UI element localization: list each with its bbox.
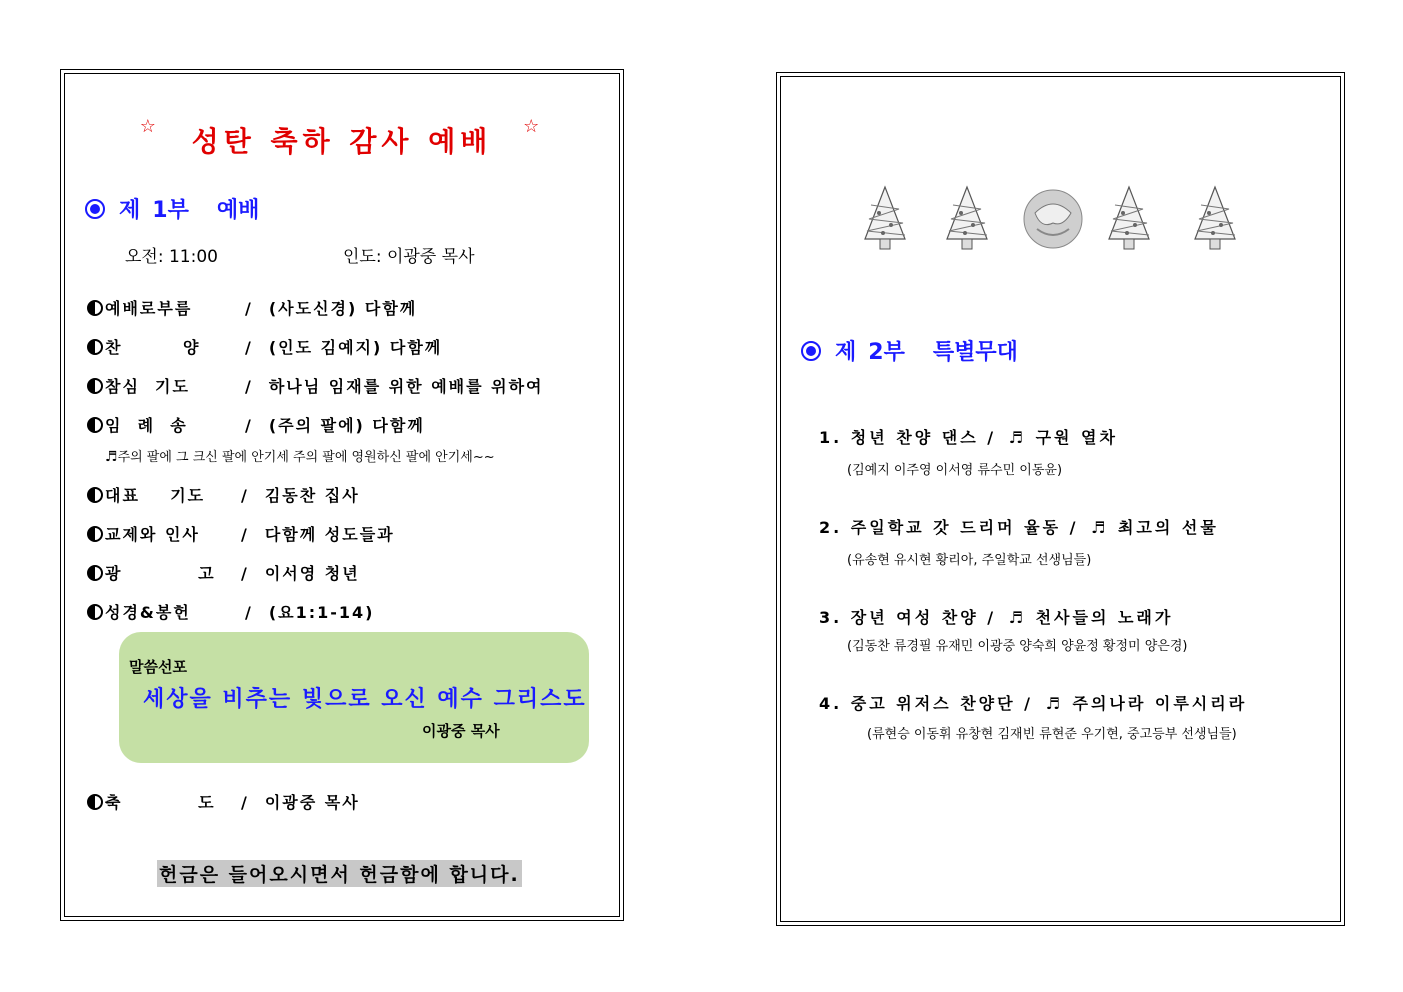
order-item-sep: / [245,416,253,435]
order-item-sep: / [245,338,253,357]
benediction-label: 축 도 [105,793,216,812]
order-item [87,296,417,319]
radio-bullet-icon [801,341,821,361]
order-item-sep: / [241,486,249,505]
service-title [61,116,623,160]
program-item [819,691,1247,714]
offering-note: 헌금은 들어오시면서 헌금함에 합니다. [157,860,522,887]
right-page [776,72,1345,926]
part2-label: 제 [835,340,857,365]
star-icon: ☆ [139,116,161,137]
part2-heading [801,335,1018,366]
service-leader: 인도: 이광중 목사 [343,247,475,267]
order-item [87,600,375,623]
music-note-icon: ♬ [1091,518,1106,537]
program-item [819,605,1173,628]
music-note-icon: ♬ [1008,428,1023,447]
order-item [87,374,544,397]
part2-name: 특별무대 [932,340,1018,365]
order-item-value: 김동찬 집사 [264,486,360,505]
part2-num: 2부 [868,340,905,365]
order-item-value: 다함께 성도들과 [264,525,395,544]
program-members: (김예지 이주영 이서영 류수민 이동윤) [847,463,1063,478]
half-circle-icon [87,487,103,503]
program-members: (류현승 이동휘 유창현 김재빈 류현준 우기현, 중고등부 선생님들) [867,727,1237,742]
christmas-tree-icon [1103,185,1155,255]
half-circle-icon [87,378,103,394]
hymn-lyrics-note [105,446,495,465]
sermon-box [119,632,589,763]
order-item-sep: / [245,377,253,396]
part1-heading [85,193,259,224]
order-item [87,413,425,436]
part1-label: 제 [119,198,141,223]
christmas-tree-icon [1189,185,1241,255]
left-page [60,69,624,921]
service-title-text: 성탄 축하 감사 예배 [191,125,493,158]
half-circle-icon [87,794,103,810]
program-title: 3. 장년 여성 찬양 / [819,608,997,627]
order-item-value: (사도신경) 다함께 [268,299,418,318]
ornament-ball-icon [1023,189,1083,249]
program-title: 1. 청년 찬양 댄스 / [819,428,997,447]
christmas-tree-icon [941,185,993,255]
order-item-label: 임 례 송 [105,416,188,435]
half-circle-icon [87,300,103,316]
sermon-label: 말씀선포 [129,658,187,676]
order-item-sep: / [245,603,253,622]
program-title: 4. 중고 위저스 찬양단 / [819,694,1033,713]
program-song: 구원 열차 [1035,428,1118,447]
program-song: 천사들의 노래가 [1035,608,1174,627]
order-item-label: 대표 기도 [105,486,206,505]
program-members: (유송현 유시현 황리아, 주일학교 선생님들) [847,553,1092,568]
program-item [819,515,1219,538]
half-circle-icon [87,339,103,355]
order-item [87,522,395,545]
order-item-sep: / [241,525,249,544]
order-item-label: 교제와 인사 [105,525,200,544]
order-item [87,561,360,584]
music-note-icon: ♬ [1045,694,1060,713]
part1-name: 예배 [216,198,260,223]
benediction-value: 이광중 목사 [264,793,360,812]
half-circle-icon [87,417,103,433]
sermon-preacher: 이광중 목사 [422,722,500,740]
half-circle-icon [87,526,103,542]
benediction-sep: / [241,793,249,812]
order-item-value: 하나님 임재를 위한 예배를 위하여 [268,377,544,396]
order-item [87,483,360,506]
service-time: 오전: 11:00 [125,247,218,267]
order-item-label: 참심 기도 [105,377,190,396]
order-item-sep: / [241,564,249,583]
program-members: (김동찬 류경필 유재민 이광중 양숙희 양윤정 황정미 양은경) [847,639,1188,654]
order-item-value: (요1:1-14) [268,603,375,622]
order-item-value: (주의 팔에) 다함께 [268,416,425,435]
order-item-label: 예배로부름 [105,299,193,318]
music-note-icon: ♬ [105,449,118,465]
music-note-icon: ♬ [1008,608,1023,627]
program-title: 2. 주일학교 갓 드리머 율동 / [819,518,1079,537]
sermon-title: 세상을 비추는 빛으로 오신 예수 그리스도 [143,687,587,712]
program-item [819,425,1118,448]
program-song: 최고의 선물 [1117,518,1219,537]
benediction-item [87,790,360,813]
hymn-lyrics-text: 주의 팔에 그 크신 팔에 안기세 주의 팔에 영원하신 팔에 안기세~~ [117,450,495,465]
order-item-label: 광 고 [105,564,216,583]
part1-num: 1부 [152,198,189,223]
order-item-label: 찬 양 [105,338,201,357]
order-item-value: (인도 김예지) 다함께 [268,338,443,357]
order-item-label: 성경&봉헌 [105,603,191,622]
christmas-tree-icon [859,185,911,255]
half-circle-icon [87,565,103,581]
radio-bullet-icon [85,199,105,219]
half-circle-icon [87,604,103,620]
order-item-sep: / [245,299,253,318]
order-item [87,335,442,358]
order-item-value: 이서영 청년 [264,564,360,583]
program-song: 주의나라 이루시리라 [1072,694,1248,713]
star-icon: ☆ [523,116,545,137]
